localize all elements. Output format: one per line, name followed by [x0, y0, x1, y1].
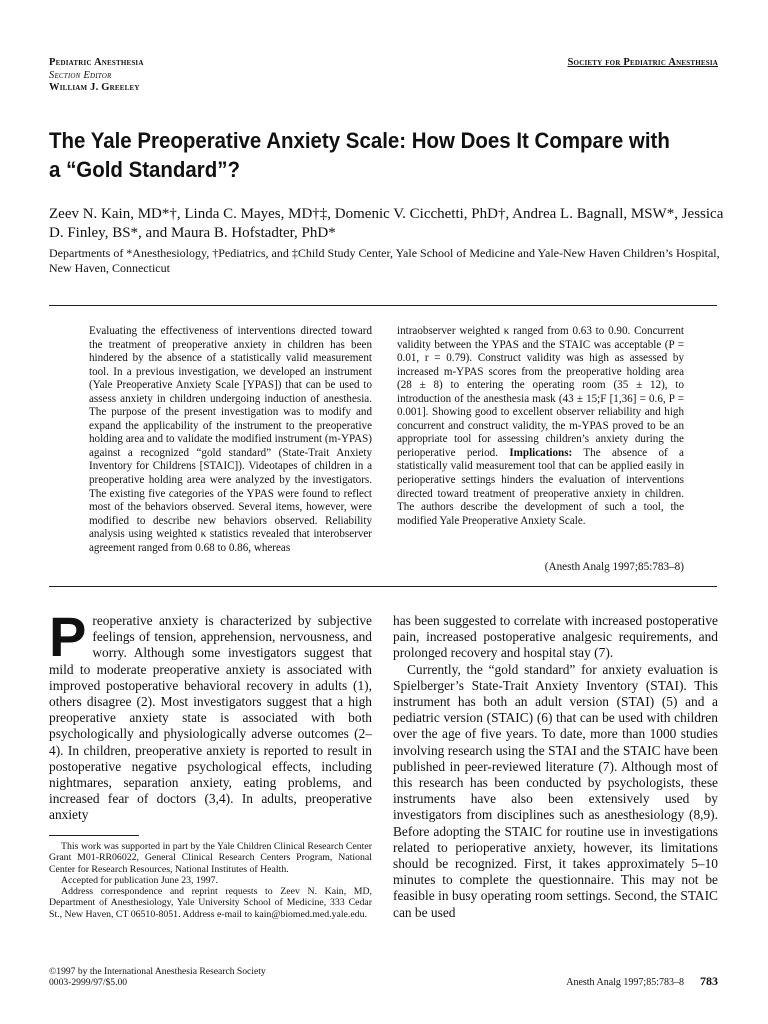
journal-reference: Anesth Analg 1997;85:783–8 — [566, 977, 684, 988]
page-number: 783 — [700, 974, 718, 988]
drop-cap: P — [49, 605, 87, 668]
body-left-column — [49, 605, 372, 824]
implications-label: Implications: — [509, 446, 573, 459]
funding-note: This work was supported in part by the Yale Children Clinical Research Center Grant M01-RR06022, General Clinical Research Centers Program, National Center for Research Resources, National Institutes of Health. — [49, 841, 372, 875]
abstract-text-right: intraobserver weighted κ ranged from 0.63 to 0.90. Concurrent validity between the YPAS and the STAIC was acceptable (P = 0.01, r = 0.79). Construct validity was high as assessed by increased m-YPAS scores from the preoperative holding area (28 ± 8) to entering the operating room (35 ± 12), to introduction of the anesthesia mask (43 ± 15;F [1,36] = 0.6, P = 0.001]. Showing good to excellent observer reliability and high concurrent and construct validity, the m-YPAS proved to be an appropriate tool for assessing children’s anxiety during the perioperative period. — [397, 325, 684, 459]
gold-standard-paragraph: Currently, the “gold standard” for anxiety evaluation is Spielberger’s State-Trait Anxiety Inventory (STAI). This instrument has both an adult version (STAI) (5) and a pediatric version (STAIC) (6) that can be used with children over the age of five years. To date, more than 1000 studies involving research using the STAI and the STAIC have been published in peer-reviewed literature (7). Although most of this research has been conducted by psychologists, these instruments have also been extensively used by investigators from disciplines such as anesthesiology (8,9). Before adopting the STAIC for routine use in investigations related to perioperative anxiety, however, its limitations should be recognized. First, it takes approximately 5–10 minutes to complete the questionnaire. This may not be feasible in busy operating room settings. Second, the STAIC can be used — [393, 661, 718, 920]
intro-paragraph: reoperative anxiety is characterized by subjective feelings of tension, apprehension, nervousness, and worry. Although some investigators suggest that mild to moderate preoperative anxiety is associated with improved postoperative behavioral recovery in adults (1), others disagree (2). Most investigators suggest that a high preoperative anxiety state is associated with both psychologically and physiologically adverse outcomes (2–4). In children, preoperative anxiety is reported to result in postoperative negative psychological effects, including nightmares, separation anxiety, eating problems, and increased fear of doctors (3,4). In adults, preoperative anxiety — [49, 613, 372, 823]
abstract-citation: (Anesth Analg 1997;85:783–8) — [544, 561, 684, 573]
issn-line: 0003-2999/97/$5.00 — [49, 977, 128, 988]
abstract-text-left: Evaluating the effectiveness of interventions directed toward the treatment of preoperative anxiety in children has been hindered by the absence of a statistically valid measurement tool. In a previous investigation, we developed an instrument (Yale Preoperative Anxiety Scale [YPAS]) that can be used to assess anxiety in children undergoing induction of anesthesia. The purpose of the present investigation was to modify and expand the applicability of the instrument to the preoperative holding area and to validate the modified instrument (m-YPAS) against a recognized “gold standard” (State-Trait Anxiety Inventory for Childrens [STAIC]). Videotapes of children in a preoperative holding area were analyzed by the investigators. The existing five categories of the YPAS were found to reflect most of the behaviors observed. Several items, however, were modified to describe new behaviors observed. Reliability analysis using weighted κ statistics revealed that interobserver agreement ranged from 0.68 to 0.86, whereas — [89, 325, 372, 554]
abstract-bottom-rule — [49, 586, 717, 587]
section-editor-label: Section Editor — [49, 69, 112, 81]
implications-text: The absence of a statistically valid measurement tool that can be applied easily in perioperative settings hinders the evaluation of interventions directed toward treatment of preoperative anxiety in children. The authors describe the development of such a tool, the modified Yale Preoperative Anxiety Scale. — [397, 446, 684, 527]
running-header-left — [49, 57, 144, 95]
accepted-note: Accepted for publication June 23, 1997. — [61, 874, 218, 886]
abstract-top-rule — [49, 305, 717, 306]
paragraph-continuation: has been suggested to correlate with increased postoperative pain, increased postoperative analgesic requirements, and prolonged recovery and hospital stay (7). — [393, 613, 718, 661]
copyright-line: ©1997 by the International Anesthesia Research Society — [49, 966, 266, 977]
page-footer — [566, 974, 718, 989]
body-right-column — [393, 613, 718, 921]
section-editor-name: William J. Greeley — [49, 82, 140, 93]
footnote-rule — [49, 835, 139, 836]
copyright — [49, 966, 266, 988]
society-header: Society for Pediatric Anesthesia — [567, 57, 718, 68]
article-title: The Yale Preoperative Anxiety Scale: How Does It Compare with a “Gold Standard”? — [49, 128, 670, 182]
journal-section: Pediatric Anesthesia — [49, 57, 144, 68]
affiliations: Departments of *Anesthesiology, †Pediatrics, and ‡Child Study Center, Yale School of Medicine and Yale-New Haven Children’s Hospital, New Haven, Connecticut — [49, 246, 720, 275]
footnotes — [49, 841, 372, 920]
abstract-left-column — [89, 325, 372, 555]
abstract-right-column — [397, 325, 684, 528]
author-list: Zeev N. Kain, MD*†, Linda C. Mayes, MD†‡, Domenic V. Cicchetti, PhD†, Andrea L. Bagnall, MSW*, Jessica D. Finley, BS*, and Maura B. Hofstadter, PhD* — [49, 206, 724, 241]
correspondence-note: Address correspondence and reprint requests to Zeev N. Kain, MD, Department of Anesthesiology, Yale University School of Medicine, 333 Cedar St., New Haven, CT 06510-8051. Address e-mail to kain@biomed.med.yale.edu. — [49, 886, 372, 920]
